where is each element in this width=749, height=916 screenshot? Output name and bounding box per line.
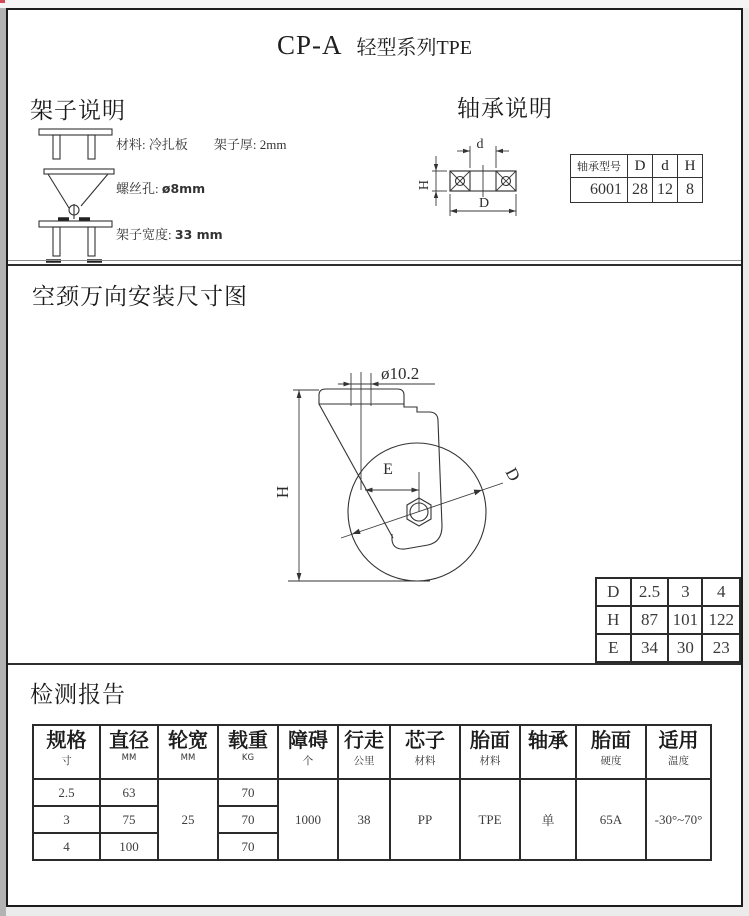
screw-hole-label: 螺丝孔: (116, 181, 159, 196)
dim-E-v3: 23 (702, 634, 740, 662)
col-diameter-sub: MM (121, 753, 137, 763)
bearing-d-value: 12 (653, 178, 678, 203)
dim-row-H (596, 606, 740, 634)
frame-material-text (116, 134, 286, 153)
dim-E-v1: 34 (631, 634, 669, 662)
col-diameter (100, 725, 158, 779)
section-divider-2 (8, 663, 741, 665)
report-row-2_5 (33, 779, 711, 806)
dimension-table (595, 577, 741, 663)
bearing-H-value: 8 (678, 178, 703, 203)
obstacle-value: 1000 (278, 779, 338, 860)
col-core-sub: 材料 (414, 756, 436, 767)
core-material-value: PP (390, 779, 460, 860)
dim-E-v2: 30 (668, 634, 702, 662)
col-temperature (646, 725, 711, 779)
series-name: 轻型系列TPE (356, 37, 473, 59)
mount-section-heading: 空颈万向安装尺寸图 (32, 284, 248, 309)
load-2_5: 70 (218, 779, 278, 806)
dim-label-H: H (596, 606, 631, 634)
bearing-col-D: D (628, 155, 653, 178)
col-tread-sub: 材料 (479, 756, 501, 767)
dim-row-D (596, 578, 740, 606)
bearing-value-row (571, 178, 703, 203)
bearing-section-heading: 轴承说明 (457, 96, 553, 121)
bearing-D-value: 28 (628, 178, 653, 203)
col-spec-sub: 寸 (61, 756, 72, 767)
frame-width-value: 33 mm (174, 227, 223, 242)
dim-H-v1: 87 (631, 606, 669, 634)
bearing-header-row (571, 155, 703, 178)
col-distance-main: 行走 (344, 730, 384, 752)
col-hardness-sub: 硬度 (600, 756, 622, 767)
bearing-spec-table (570, 154, 703, 203)
report-section-heading: 检测报告 (30, 682, 126, 707)
wheel-width-value: 25 (158, 779, 218, 860)
page-title (8, 30, 741, 61)
col-tread (460, 725, 520, 779)
col-core-main: 芯子 (405, 730, 445, 752)
col-load-main: 载重 (228, 730, 268, 752)
bearing-model-value: 6001 (571, 178, 628, 203)
screw-hole-icon (38, 168, 118, 224)
screw-hole-text (116, 178, 205, 197)
dim-label-D: D (596, 578, 631, 606)
offset-dim-label: E (383, 461, 393, 478)
section-divider (8, 264, 741, 266)
frame-width-label: 架子宽度: (116, 227, 172, 242)
hardness-value: 65A (576, 779, 646, 860)
temperature-value: -30°~70° (646, 779, 711, 860)
bearing-H-label: H (417, 179, 432, 191)
spec-2_5: 2.5 (33, 779, 100, 806)
col-obstacle-main: 障碍 (288, 730, 328, 752)
caster-drawing (272, 342, 572, 602)
frame-thickness-label: 架子厚: 2mm (213, 137, 287, 152)
bearing-model-header: 轴承型号 (571, 155, 628, 178)
frame-section-heading: 架子说明 (30, 98, 126, 123)
tread-material-value: TPE (460, 779, 520, 860)
frame-width-text (116, 224, 223, 243)
frame-profile-icon (38, 128, 114, 162)
dim-label-E: E (596, 634, 631, 662)
col-obstacle-sub: 个 (302, 756, 314, 767)
load-3: 70 (218, 806, 278, 833)
col-wheel-width (158, 725, 218, 779)
diameter-dim-label: D (501, 464, 525, 485)
col-wheel-width-main: 轮宽 (168, 730, 208, 752)
frame-material-label: 材料: 冷扎板 (116, 137, 188, 152)
bearing-col-H: H (678, 155, 703, 178)
col-distance (338, 725, 390, 779)
hole-diameter-label: ø10.2 (381, 364, 420, 383)
col-load-sub: KG (241, 753, 255, 763)
dim-D-v2: 3 (668, 578, 702, 606)
drawing-sheet (6, 8, 743, 907)
col-distance-sub: 公里 (353, 756, 375, 767)
diameter-3: 75 (100, 806, 158, 833)
spec-3: 3 (33, 806, 100, 833)
col-spec (33, 725, 100, 779)
dim-H-v3: 122 (702, 606, 740, 634)
section-divider-thin (8, 260, 741, 261)
test-report-table (32, 724, 712, 861)
bearing-drawing (417, 137, 544, 230)
height-dim-label: H (273, 485, 292, 499)
col-load (218, 725, 278, 779)
page-top-margin (0, 0, 749, 8)
series-code: CP-A (276, 30, 343, 60)
bearing-d-label: d (476, 137, 484, 152)
dim-D-v3: 4 (702, 578, 740, 606)
col-hardness (576, 725, 646, 779)
col-diameter-main: 直径 (109, 730, 149, 752)
col-core (390, 725, 460, 779)
col-obstacle (278, 725, 338, 779)
spec-4: 4 (33, 833, 100, 860)
screw-hole-value: ø8mm (161, 181, 206, 196)
col-tread-main: 胎面 (470, 730, 510, 752)
bearing-col-d: d (653, 155, 678, 178)
col-hardness-main: 胎面 (591, 730, 631, 752)
col-wheel-width-sub: MM (180, 753, 196, 763)
report-header-row (33, 725, 711, 779)
dim-H-v2: 101 (668, 606, 702, 634)
load-4: 70 (218, 833, 278, 860)
col-temperature-main: 适用 (658, 730, 699, 752)
dim-D-v1: 2.5 (631, 578, 669, 606)
diameter-4: 100 (100, 833, 158, 860)
distance-value: 38 (338, 779, 390, 860)
col-bearing (520, 725, 576, 779)
bearing-type-value: 单 (520, 779, 576, 860)
dim-row-E (596, 634, 740, 662)
red-corner-mark (0, 0, 5, 3)
bearing-D-label: D (478, 196, 490, 211)
col-spec-main: 规格 (46, 730, 87, 752)
col-temperature-sub: 温度 (668, 756, 689, 767)
diameter-2_5: 63 (100, 779, 158, 806)
col-bearing-main: 轴承 (528, 730, 568, 752)
